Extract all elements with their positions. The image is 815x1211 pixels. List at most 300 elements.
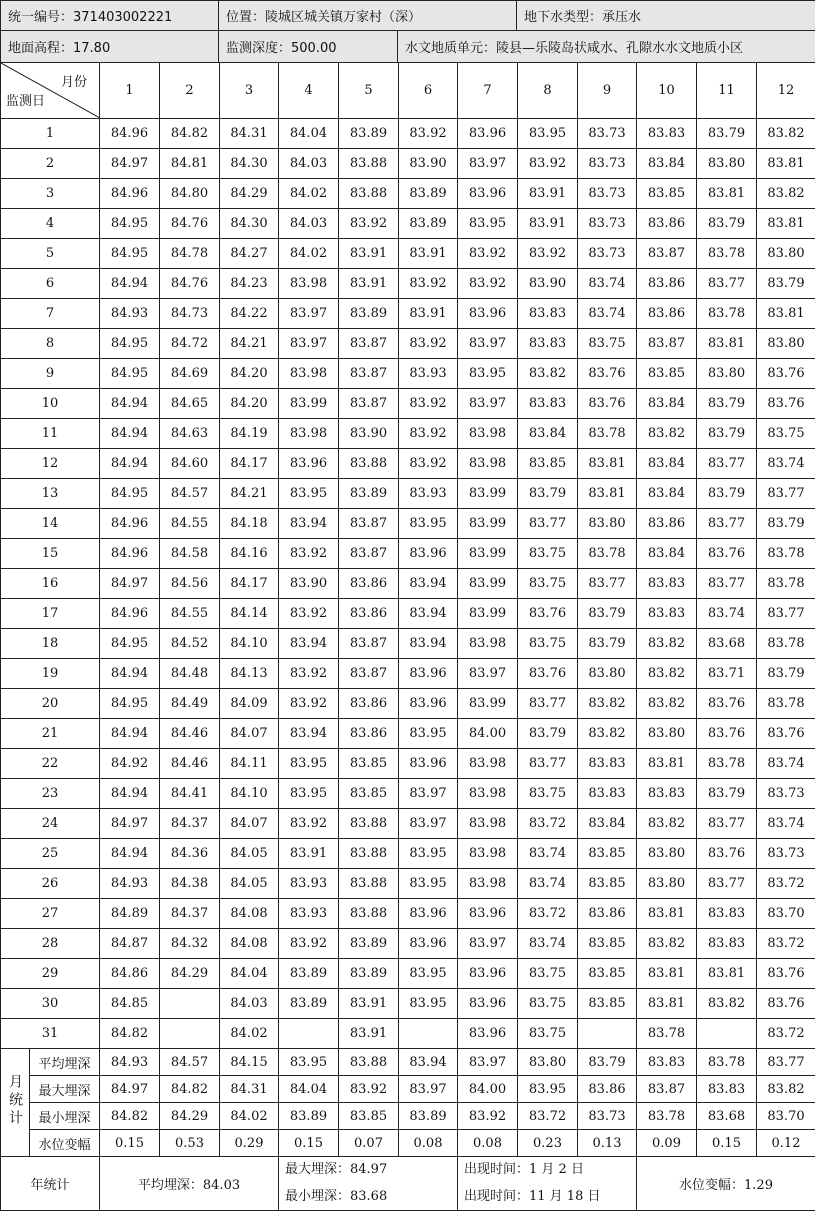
monthly-stat-value: 83.70: [757, 1103, 815, 1130]
depth-cell: 83.73: [757, 839, 815, 869]
depth-cell: 83.89: [339, 479, 399, 509]
depth-cell: 83.78: [757, 689, 815, 719]
depth-cell: 83.81: [697, 959, 757, 989]
depth-cell: 83.91: [279, 839, 339, 869]
monthly-stat-value: 84.15: [220, 1049, 279, 1076]
depth-cell: 83.95: [399, 869, 458, 899]
depth-cell: 84.49: [160, 689, 220, 719]
depth-cell: 83.86: [339, 569, 399, 599]
depth-cell: 84.56: [160, 569, 220, 599]
depth-cell: 83.91: [339, 989, 399, 1019]
depth-cell: 83.86: [339, 719, 399, 749]
depth-cell: 83.72: [757, 1019, 815, 1049]
corner-cell: [1, 63, 100, 119]
depth-cell: 83.92: [279, 539, 339, 569]
day-label: 13: [1, 479, 100, 509]
depth-cell: 84.82: [100, 1019, 160, 1049]
depth-cell: 84.76: [160, 269, 220, 299]
depth-cell: 83.97: [399, 809, 458, 839]
depth-cell: 83.86: [339, 599, 399, 629]
depth-cell: 83.86: [578, 899, 637, 929]
depth-cell: 84.14: [220, 599, 279, 629]
depth-cell: 83.90: [399, 149, 458, 179]
depth-cell: 83.88: [339, 449, 399, 479]
monthly-stat-value: 83.92: [339, 1076, 399, 1103]
depth-cell: 84.38: [160, 869, 220, 899]
depth-cell: 83.75: [518, 539, 578, 569]
depth-cell: 83.76: [578, 359, 637, 389]
depth-cell: 83.77: [518, 749, 578, 779]
monthly-stat-value: 0.15: [279, 1130, 339, 1157]
depth-cell: 83.78: [757, 569, 815, 599]
depth-cell: 84.08: [220, 899, 279, 929]
day-label: 30: [1, 989, 100, 1019]
monthly-stat-value: 83.88: [339, 1049, 399, 1076]
depth-cell: 83.74: [757, 809, 815, 839]
depth-cell: 83.79: [697, 779, 757, 809]
depth-cell: 83.95: [458, 359, 518, 389]
monthly-stat-value: 84.93: [100, 1049, 160, 1076]
depth-cell: 83.94: [399, 599, 458, 629]
day-label: 19: [1, 659, 100, 689]
depth-cell: 83.95: [399, 989, 458, 1019]
depth-cell: 84.13: [220, 659, 279, 689]
depth-cell: 84.05: [220, 839, 279, 869]
month-header-cell: 12: [757, 63, 815, 119]
day-row: [1, 479, 815, 509]
depth-cell: 84.46: [160, 719, 220, 749]
annual-extremes-time: [458, 1157, 637, 1211]
monthly-stat-label: 水位变幅: [30, 1130, 100, 1157]
monthly-stat-value: 83.92: [458, 1103, 518, 1130]
depth-cell: 83.80: [697, 149, 757, 179]
day-label: 25: [1, 839, 100, 869]
depth-cell: 83.84: [637, 449, 697, 479]
depth-cell: 83.75: [518, 779, 578, 809]
depth-cell: 84.95: [100, 479, 160, 509]
depth-cell: 83.91: [518, 209, 578, 239]
monthly-stat-value: 84.02: [220, 1103, 279, 1130]
depth-cell: 83.79: [697, 479, 757, 509]
depth-cell: 84.37: [160, 899, 220, 929]
monthly-stat-label: 平均埋深: [30, 1049, 100, 1076]
depth-cell: 83.72: [518, 809, 578, 839]
depth-cell: 83.74: [578, 269, 637, 299]
day-label: 15: [1, 539, 100, 569]
day-row: [1, 299, 815, 329]
day-label: 2: [1, 149, 100, 179]
depth-cell: 83.84: [578, 809, 637, 839]
corner-day-label: 监测日: [6, 90, 45, 109]
depth-cell: 84.48: [160, 659, 220, 689]
depth-cell: 83.87: [339, 629, 399, 659]
depth-cell: 83.96: [279, 449, 339, 479]
depth-cell: 83.84: [637, 389, 697, 419]
depth-cell: 83.93: [279, 869, 339, 899]
depth-cell: 83.98: [458, 749, 518, 779]
depth-cell: 83.81: [757, 149, 815, 179]
depth-cell: 83.90: [518, 269, 578, 299]
groundwater-type: 地下水类型：承压水: [517, 1, 815, 30]
depth-cell: 83.83: [518, 299, 578, 329]
depth-cell: 83.77: [697, 269, 757, 299]
depth-cell: 83.87: [339, 389, 399, 419]
annual-stats-label: 年统计: [1, 1157, 100, 1211]
depth-cell: 84.93: [100, 869, 160, 899]
monthly-stat-value: 83.83: [697, 1076, 757, 1103]
depth-cell: 84.05: [220, 869, 279, 899]
depth-cell: 83.83: [518, 329, 578, 359]
depth-cell: 83.83: [637, 569, 697, 599]
monthly-stat-value: 84.97: [100, 1076, 160, 1103]
depth-cell: 83.76: [518, 659, 578, 689]
depth-cell: 83.76: [518, 599, 578, 629]
depth-cell: 84.04: [220, 959, 279, 989]
depth-cell: 83.87: [339, 509, 399, 539]
month-header-cell: 3: [220, 63, 279, 119]
depth-cell: 83.96: [458, 959, 518, 989]
day-row: [1, 869, 815, 899]
depth-cell: 83.96: [399, 539, 458, 569]
monitoring-depth: 监测深度：500.00: [219, 31, 398, 62]
depth-cell: 83.78: [697, 749, 757, 779]
depth-cell: 83.82: [518, 359, 578, 389]
depth-cell: 83.79: [518, 479, 578, 509]
depth-cell: 83.72: [518, 899, 578, 929]
depth-cell: 83.76: [757, 989, 815, 1019]
depth-cell: 83.98: [458, 419, 518, 449]
depth-cell: 84.52: [160, 629, 220, 659]
depth-cell: 83.91: [399, 239, 458, 269]
day-label: 16: [1, 569, 100, 599]
depth-cell: 83.78: [697, 239, 757, 269]
depth-cell: 83.96: [399, 899, 458, 929]
monthly-stat-value: 83.73: [578, 1103, 637, 1130]
depth-cell: 84.81: [160, 149, 220, 179]
depth-cell: 84.95: [100, 209, 160, 239]
day-label: 24: [1, 809, 100, 839]
depth-cell: 83.92: [399, 419, 458, 449]
depth-cell: 83.74: [757, 449, 815, 479]
depth-cell: 83.77: [518, 509, 578, 539]
depth-cell: 83.77: [757, 479, 815, 509]
day-label: 29: [1, 959, 100, 989]
depth-cell: 83.92: [399, 329, 458, 359]
water-level-table: [0, 62, 815, 1211]
monthly-stat-label: 最小埋深: [30, 1103, 100, 1130]
depth-cell: 83.75: [518, 1019, 578, 1049]
depth-cell: 83.71: [697, 659, 757, 689]
depth-cell: 83.75: [518, 959, 578, 989]
depth-cell: 84.36: [160, 839, 220, 869]
depth-cell: 83.74: [518, 869, 578, 899]
depth-cell: 83.75: [757, 419, 815, 449]
depth-cell: 83.73: [757, 779, 815, 809]
depth-cell: 84.30: [220, 209, 279, 239]
depth-cell: 84.76: [160, 209, 220, 239]
depth-cell: 83.85: [339, 749, 399, 779]
depth-cell: 83.87: [637, 239, 697, 269]
depth-cell: 84.95: [100, 239, 160, 269]
depth-cell: 84.23: [220, 269, 279, 299]
depth-cell: 83.92: [518, 149, 578, 179]
depth-cell: 83.80: [637, 719, 697, 749]
depth-cell: 83.89: [339, 959, 399, 989]
depth-cell: 84.94: [100, 269, 160, 299]
depth-cell: 83.96: [458, 899, 518, 929]
monthly-stats-group-label: [1, 1049, 30, 1157]
depth-cell: 83.88: [339, 809, 399, 839]
month-header-cell: 7: [458, 63, 518, 119]
depth-cell: 84.29: [220, 179, 279, 209]
depth-cell: 84.58: [160, 539, 220, 569]
depth-cell: 83.91: [399, 299, 458, 329]
depth-cell: 83.90: [279, 569, 339, 599]
monthly-stat-row: [1, 1130, 815, 1157]
monthly-stat-value: 83.95: [518, 1076, 578, 1103]
monthly-stat-value: 0.09: [637, 1130, 697, 1157]
depth-cell: 84.89: [100, 899, 160, 929]
depth-cell: 84.31: [220, 119, 279, 149]
depth-cell: 83.77: [518, 689, 578, 719]
station-id: 统一编号：371403002221: [1, 1, 219, 30]
depth-cell: 83.81: [637, 749, 697, 779]
depth-cell: 83.85: [518, 449, 578, 479]
depth-cell: 84.04: [279, 119, 339, 149]
depth-cell: 83.96: [458, 179, 518, 209]
depth-cell: 83.99: [279, 389, 339, 419]
monthly-stat-value: 83.87: [637, 1076, 697, 1103]
day-label: 5: [1, 239, 100, 269]
day-row: [1, 539, 815, 569]
monthly-stat-value: 0.29: [220, 1130, 279, 1157]
depth-cell: 84.19: [220, 419, 279, 449]
depth-cell: 84.94: [100, 389, 160, 419]
month-header-cell: 1: [100, 63, 160, 119]
depth-cell: 83.88: [339, 869, 399, 899]
depth-cell: 83.98: [458, 809, 518, 839]
depth-cell: 83.83: [697, 899, 757, 929]
day-row: [1, 899, 815, 929]
depth-cell: 83.92: [399, 449, 458, 479]
day-row: [1, 149, 815, 179]
depth-cell: 83.86: [637, 299, 697, 329]
depth-cell: 83.94: [279, 629, 339, 659]
depth-cell: 83.98: [279, 359, 339, 389]
depth-cell: 83.81: [578, 449, 637, 479]
depth-cell: 84.20: [220, 389, 279, 419]
day-row: [1, 659, 815, 689]
depth-cell: 83.85: [578, 869, 637, 899]
depth-cell: 84.94: [100, 839, 160, 869]
day-label: 1: [1, 119, 100, 149]
monthly-stat-value: 83.85: [339, 1103, 399, 1130]
station-location: 位置：陵城区城关镇万家村（深）: [219, 1, 517, 30]
monthly-stat-row: [1, 1103, 815, 1130]
depth-cell: 83.83: [637, 119, 697, 149]
depth-cell: 83.89: [399, 209, 458, 239]
depth-cell: 83.91: [339, 239, 399, 269]
depth-cell: 83.98: [458, 869, 518, 899]
depth-cell: 83.98: [279, 419, 339, 449]
depth-cell: 84.16: [220, 539, 279, 569]
day-row: [1, 569, 815, 599]
monthly-stat-value: 0.12: [757, 1130, 815, 1157]
day-label: 31: [1, 1019, 100, 1049]
depth-cell: 84.17: [220, 449, 279, 479]
depth-cell: 83.97: [279, 329, 339, 359]
depth-cell: 84.57: [160, 479, 220, 509]
day-label: 3: [1, 179, 100, 209]
depth-cell: 84.72: [160, 329, 220, 359]
depth-cell: 83.76: [578, 389, 637, 419]
depth-cell: 83.83: [697, 929, 757, 959]
day-label: 4: [1, 209, 100, 239]
depth-cell: 84.97: [100, 149, 160, 179]
depth-cell: [160, 989, 220, 1019]
depth-cell: 83.96: [458, 989, 518, 1019]
depth-cell: 83.81: [697, 329, 757, 359]
day-label: 21: [1, 719, 100, 749]
depth-cell: 83.83: [637, 779, 697, 809]
depth-cell: 83.82: [637, 929, 697, 959]
monthly-stat-value: 83.94: [399, 1049, 458, 1076]
depth-cell: 84.60: [160, 449, 220, 479]
depth-cell: 83.95: [279, 479, 339, 509]
monthly-stat-value: 83.68: [697, 1103, 757, 1130]
corner-month-label: 月份: [61, 71, 87, 90]
depth-cell: 84.21: [220, 479, 279, 509]
depth-cell: 83.88: [339, 839, 399, 869]
monthly-stat-value: 83.89: [279, 1103, 339, 1130]
depth-cell: 83.99: [458, 689, 518, 719]
depth-cell: 83.84: [518, 419, 578, 449]
depth-cell: 83.76: [697, 539, 757, 569]
depth-cell: 83.72: [757, 869, 815, 899]
monthly-stat-value: 83.82: [757, 1076, 815, 1103]
depth-cell: 84.82: [160, 119, 220, 149]
depth-cell: 83.86: [637, 269, 697, 299]
monthly-stat-value: 84.57: [160, 1049, 220, 1076]
annual-extremes-depth: [279, 1157, 458, 1211]
depth-cell: [160, 1019, 220, 1049]
depth-cell: 84.02: [220, 1019, 279, 1049]
depth-cell: 83.81: [757, 209, 815, 239]
depth-cell: 83.88: [339, 179, 399, 209]
depth-cell: 83.88: [339, 149, 399, 179]
depth-cell: 83.89: [399, 179, 458, 209]
month-header-row: [1, 63, 815, 119]
depth-cell: 83.77: [578, 569, 637, 599]
depth-cell: [399, 1019, 458, 1049]
day-row: [1, 509, 815, 539]
depth-cell: 83.76: [757, 389, 815, 419]
depth-cell: 83.98: [279, 269, 339, 299]
day-label: 28: [1, 929, 100, 959]
day-label: 18: [1, 629, 100, 659]
day-label: 26: [1, 869, 100, 899]
monthly-stat-value: 84.82: [160, 1076, 220, 1103]
depth-cell: 84.27: [220, 239, 279, 269]
monthly-stat-value: 84.82: [100, 1103, 160, 1130]
day-row: [1, 809, 815, 839]
depth-cell: 84.09: [220, 689, 279, 719]
depth-cell: 84.21: [220, 329, 279, 359]
day-row: [1, 359, 815, 389]
depth-cell: 83.95: [399, 959, 458, 989]
depth-cell: 83.85: [578, 839, 637, 869]
depth-cell: 83.78: [637, 1019, 697, 1049]
monthly-stat-value: 83.78: [637, 1103, 697, 1130]
depth-cell: 83.76: [757, 719, 815, 749]
depth-cell: 83.73: [578, 149, 637, 179]
monthly-stat-value: 83.97: [458, 1049, 518, 1076]
depth-cell: 83.74: [757, 749, 815, 779]
depth-cell: 83.94: [399, 629, 458, 659]
depth-cell: 83.95: [399, 719, 458, 749]
depth-cell: 84.20: [220, 359, 279, 389]
depth-cell: 83.78: [757, 539, 815, 569]
depth-cell: 83.74: [518, 929, 578, 959]
monthly-stat-value: 84.00: [458, 1076, 518, 1103]
depth-cell: 84.02: [279, 239, 339, 269]
depth-cell: 83.90: [339, 419, 399, 449]
monthly-stat-value: 83.97: [399, 1076, 458, 1103]
monthly-stat-row: [1, 1076, 815, 1103]
monthly-stat-value: 0.53: [160, 1130, 220, 1157]
depth-cell: 83.99: [458, 539, 518, 569]
depth-cell: 84.87: [100, 929, 160, 959]
depth-cell: 83.98: [458, 839, 518, 869]
depth-cell: 83.88: [339, 899, 399, 929]
depth-cell: 83.99: [458, 599, 518, 629]
depth-cell: 84.46: [160, 749, 220, 779]
month-header-cell: 11: [697, 63, 757, 119]
monthly-stat-value: 0.08: [399, 1130, 458, 1157]
depth-cell: 84.02: [279, 179, 339, 209]
depth-cell: 83.96: [458, 119, 518, 149]
depth-cell: 83.79: [757, 659, 815, 689]
depth-cell: 84.92: [100, 749, 160, 779]
depth-cell: 84.73: [160, 299, 220, 329]
depth-cell: 83.74: [518, 839, 578, 869]
depth-cell: 83.82: [637, 629, 697, 659]
monthly-stat-value: 84.29: [160, 1103, 220, 1130]
monthly-stat-value: 84.04: [279, 1076, 339, 1103]
depth-cell: 83.81: [757, 299, 815, 329]
depth-cell: 83.91: [518, 179, 578, 209]
depth-cell: 84.17: [220, 569, 279, 599]
day-row: [1, 959, 815, 989]
depth-cell: 83.99: [458, 479, 518, 509]
depth-cell: 83.73: [578, 119, 637, 149]
depth-cell: 83.79: [578, 629, 637, 659]
depth-cell: 83.79: [697, 119, 757, 149]
depth-cell: 83.80: [637, 869, 697, 899]
depth-cell: 84.94: [100, 449, 160, 479]
depth-cell: 83.96: [399, 929, 458, 959]
depth-cell: 83.79: [697, 389, 757, 419]
depth-cell: 83.96: [458, 299, 518, 329]
depth-cell: 83.87: [339, 359, 399, 389]
depth-cell: 83.95: [518, 119, 578, 149]
depth-cell: 83.96: [458, 1019, 518, 1049]
depth-cell: 83.86: [339, 689, 399, 719]
month-header-cell: 10: [637, 63, 697, 119]
depth-cell: 83.97: [458, 149, 518, 179]
depth-cell: [279, 1019, 339, 1049]
depth-cell: 84.69: [160, 359, 220, 389]
